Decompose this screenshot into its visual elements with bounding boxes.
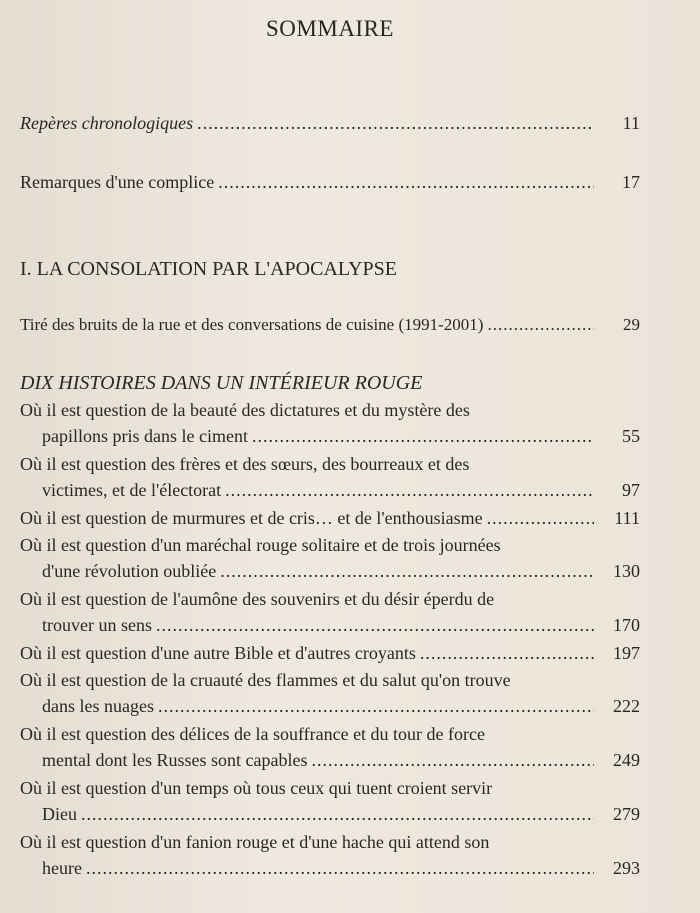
toc-entry	[20, 312, 640, 338]
dot-leader	[252, 423, 594, 449]
toc-entry	[20, 667, 640, 719]
toc-entry	[20, 721, 640, 773]
entry-label: Où il est question de la beauté des dictatures et du mystère des	[20, 400, 470, 420]
entry-label: Où il est question des frères et des sœurs, des bourreaux et des	[20, 454, 470, 474]
toc-entry	[20, 775, 640, 827]
toc-entry	[20, 505, 640, 531]
entry-label: Repères chronologiques	[20, 113, 194, 133]
entry-label: Où il est question des délices de la souffrance et du tour de force	[20, 724, 486, 744]
entry-label: Où il est question d'un maréchal rouge solitaire et de trois journées	[20, 535, 501, 555]
page-number: 17	[622, 172, 640, 192]
dot-leader	[197, 110, 594, 136]
page-number: 222	[613, 696, 640, 716]
entry-label: Tiré des bruits de la rue et des conversations de cuisine (1991-2001)	[20, 315, 484, 334]
dot-leader	[81, 801, 594, 827]
entry-label-cont: d'une révolution oubliée	[42, 561, 217, 581]
toc-entry	[20, 640, 640, 666]
entry-label-cont: heure	[42, 858, 82, 878]
toc-entry	[20, 829, 640, 881]
entry-label: Où il est question de l'aumône des souvenirs et du désir éperdu de	[20, 589, 495, 609]
entry-label: Où il est question de la cruauté des flammes et du salut qu'on trouve	[20, 670, 511, 690]
entry-label: Où il est question d'un fanion rouge et d'une hache qui attend son	[20, 832, 490, 852]
entry-label: Où il est question d'une autre Bible et d'autres croyants	[20, 643, 416, 663]
toc-entry	[20, 110, 640, 136]
toc-entry	[20, 532, 640, 584]
entry-label: Remarques d'une complice	[20, 172, 215, 192]
entry-label-cont: mental dont les Russes sont capables	[42, 750, 308, 770]
dot-leader	[220, 558, 594, 584]
dot-leader	[225, 477, 594, 503]
page-number: 97	[622, 480, 640, 500]
entry-label: Où il est question d'un temps où tous ceux qui tuent croient servir	[20, 778, 493, 798]
section-heading: DIX HISTOIRES DANS UN INTÉRIEUR ROUGE	[20, 372, 423, 394]
dot-leader	[420, 640, 594, 666]
entry-label-cont: trouver un sens	[42, 615, 152, 635]
toc-entry	[20, 169, 640, 195]
dot-leader	[156, 612, 594, 638]
dot-leader	[487, 312, 594, 338]
page-number: 170	[613, 615, 640, 635]
page-number: 11	[622, 113, 640, 133]
page-number: 130	[613, 561, 640, 581]
page-number: 111	[614, 508, 640, 528]
page-number: 55	[622, 426, 640, 446]
dot-leader	[487, 505, 594, 531]
page-number: 249	[613, 750, 640, 770]
entry-label-cont: Dieu	[42, 804, 77, 824]
page-title: SOMMAIRE	[266, 16, 394, 41]
toc-entry	[20, 586, 640, 638]
entry-label: Où il est question de murmures et de cris… et de l'enthousiasme	[20, 508, 483, 528]
dot-leader	[86, 855, 594, 881]
dot-leader	[218, 169, 594, 195]
entry-label-cont: dans les nuages	[42, 696, 154, 716]
toc-entry	[20, 451, 640, 503]
toc-entry	[20, 397, 640, 449]
page-number: 293	[613, 858, 640, 878]
entry-label-cont: victimes, et de l'électorat	[42, 480, 222, 500]
page-number: 29	[623, 315, 640, 334]
part-heading: I. LA CONSOLATION PAR L'APOCALYPSE	[20, 258, 398, 280]
dot-leader	[311, 747, 594, 773]
page-number: 197	[613, 643, 640, 663]
page-number: 279	[613, 804, 640, 824]
entry-label-cont: papillons pris dans le ciment	[42, 426, 248, 446]
dot-leader	[158, 693, 594, 719]
